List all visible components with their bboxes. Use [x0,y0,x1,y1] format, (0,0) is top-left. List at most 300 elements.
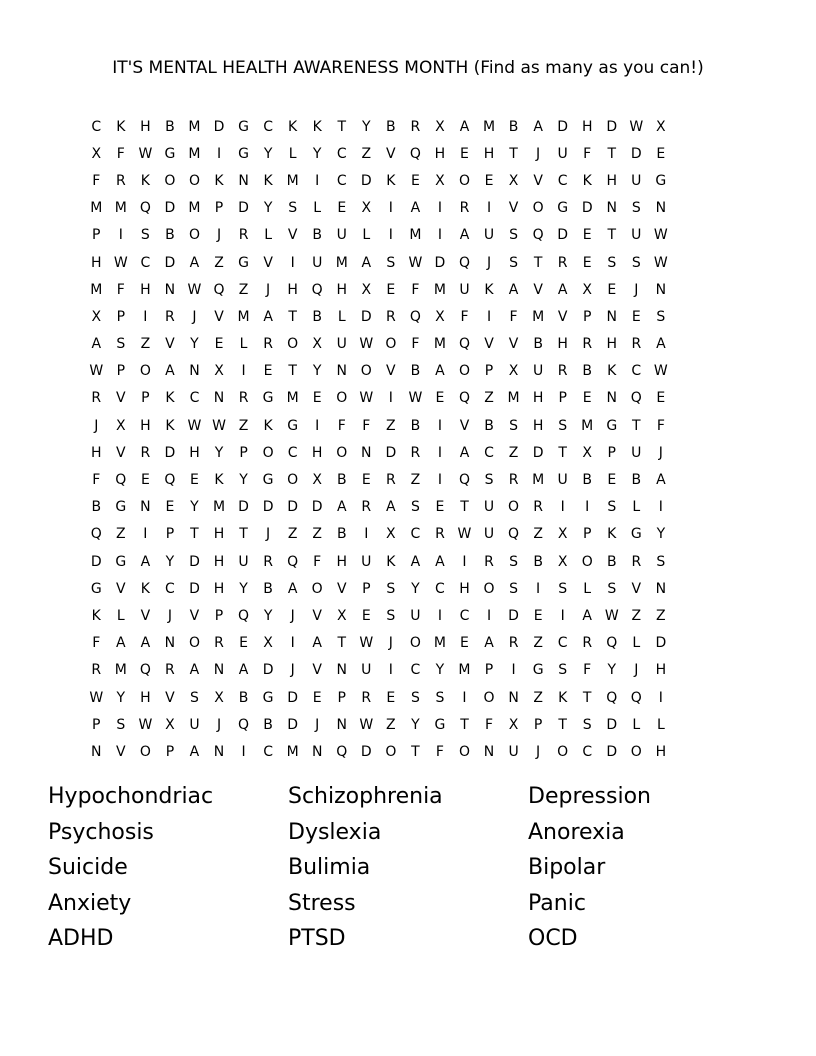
grid-letter: V [214,308,224,325]
grid-letter: O [557,743,569,760]
grid-letter: N [189,363,200,380]
grid-letter: Z [656,607,666,624]
grid-letter: R [238,227,249,244]
grid-letter: F [116,145,125,162]
grid-letter: K [116,118,126,135]
grid-letter: E [239,635,248,652]
grid-letter: V [287,227,298,244]
grid-letter: G [238,145,249,162]
grid-letter: V [508,200,519,217]
grid-letter: C [459,607,470,624]
grid-letter: V [557,308,568,325]
grid-letter: T [558,716,567,733]
grid-letter: D [655,635,667,652]
grid-row [84,738,732,765]
grid-letter: X [508,716,519,733]
grid-letter: B [165,118,175,135]
grid-letter: A [116,635,126,652]
grid-letter: X [508,363,519,380]
grid-letter: M [458,662,471,679]
grid-letter: B [410,417,421,434]
grid-letter: V [116,743,126,760]
grid-letter: F [656,417,665,434]
grid-letter: A [189,743,200,760]
grid-letter: W [457,526,472,543]
grid-letter: E [582,390,592,407]
grid-letter: E [361,472,371,489]
grid-letter: D [164,254,176,271]
grid-letter: E [435,390,445,407]
grid-letter: O [630,743,642,760]
grid-letter: V [336,580,347,597]
grid-letter: I [388,227,393,244]
grid-letter: L [632,716,641,733]
grid-letter: Q [238,716,250,733]
grid-letter: G [262,390,274,407]
word-list-item: Hypochondriac [48,784,214,809]
grid-letter: Z [508,444,519,461]
grid-letter: W [653,254,668,271]
grid-letter: W [359,336,374,353]
grid-letter: R [459,200,470,217]
grid-letter: N [238,172,249,189]
grid-letter: D [164,444,176,461]
grid-letter: R [557,254,568,271]
grid-letter: D [606,118,618,135]
grid-letter: I [241,363,246,380]
grid-letter: D [606,743,618,760]
grid-letter: A [386,499,396,516]
grid-letter: D [532,444,544,461]
grid-letter: M [433,336,446,353]
grid-letter: X [312,472,322,489]
grid-letter: W [359,635,374,652]
grid-letter: Z [238,281,249,298]
grid-letter: M [335,254,348,271]
grid-letter: D [262,499,274,516]
page-title: IT'S MENTAL HEALTH AWARENESS MONTH (Find as many as you can!) [112,58,704,78]
grid-letter: R [533,499,543,516]
grid-letter: R [508,472,519,489]
grid-letter: D [90,553,102,570]
grid-letter: F [92,472,101,489]
grid-letter: G [434,716,446,733]
grid-row [84,249,732,276]
grid-letter: M [188,118,201,135]
grid-letter: U [631,227,642,244]
grid-letter: M [90,281,103,298]
grid-letter: M [433,635,446,652]
grid-letter: H [532,390,544,407]
grid-letter: G [238,118,249,135]
grid-letter: F [313,553,322,570]
grid-letter: F [509,308,518,325]
grid-letter: J [94,417,99,434]
grid-letter: E [607,472,617,489]
grid-letter: E [263,363,273,380]
grid-letter: I [560,607,565,624]
grid-letter: F [411,336,420,353]
grid-letter: M [212,499,226,516]
grid-letter: A [656,472,666,489]
grid-letter: W [89,689,104,706]
grid-letter: F [460,308,469,325]
grid-letter: M [114,200,127,217]
grid-letter: J [315,716,320,733]
grid-letter: C [484,444,494,461]
grid-letter: N [140,499,151,516]
grid-letter: J [216,716,222,733]
grid-letter: X [435,172,445,189]
grid-letter: H [213,526,225,543]
grid-letter: I [437,444,442,461]
word-list-item: Suicide [48,855,128,880]
grid-row [84,358,732,385]
grid-letter: R [410,118,421,135]
grid-letter: Q [139,662,151,679]
grid-letter: D [311,499,323,516]
grid-letter: E [214,336,224,353]
grid-letter: L [288,145,297,162]
grid-letter: X [91,145,102,162]
grid-letter: A [557,281,568,298]
grid-letter: C [410,526,421,543]
grid-letter: O [532,200,544,217]
grid-letter: X [361,200,372,217]
grid-letter: H [336,281,347,298]
grid-letter: I [437,472,442,489]
grid-letter: H [287,281,298,298]
grid-letter: D [238,200,249,217]
grid-letter: J [388,635,393,652]
grid-letter: A [263,308,273,325]
grid-letter: U [557,145,568,162]
grid-letter: X [557,553,568,570]
grid-letter: H [140,417,151,434]
grid-letter: X [312,336,322,353]
grid-letter: I [241,743,246,760]
grid-letter: Y [312,145,322,162]
grid-letter: G [262,689,274,706]
grid-letter: Y [263,145,273,162]
grid-letter: M [532,472,545,489]
grid-letter: I [388,390,393,407]
grid-letter: V [312,662,322,679]
grid-letter: P [165,743,175,760]
grid-letter: N [213,662,225,679]
grid-letter: F [435,743,444,760]
grid-letter: E [582,254,592,271]
grid-letter: N [655,580,667,597]
grid-letter: U [361,662,372,679]
grid-letter: M [581,417,594,434]
grid-letter: Q [458,336,470,353]
grid-letter: Q [287,553,299,570]
grid-letter: W [138,145,153,162]
grid-letter: A [459,227,470,244]
grid-letter: K [263,172,273,189]
grid-letter: N [336,363,347,380]
grid-letter: I [437,200,442,217]
grid-letter: W [408,254,423,271]
grid-letter: B [533,553,543,570]
grid-row [84,167,732,194]
grid-row [84,331,732,358]
grid-letter: E [533,607,543,624]
grid-letter: S [656,308,666,325]
grid-letter: C [557,172,568,189]
grid-letter: B [312,227,322,244]
grid-letter: N [91,743,102,760]
grid-letter: L [313,200,322,217]
grid-letter: P [214,607,224,624]
grid-letter: K [484,281,494,298]
grid-letter: Q [115,472,127,489]
grid-letter: L [632,635,641,652]
grid-letter: Y [411,716,420,733]
grid-letter: Z [140,336,151,353]
grid-letter: U [189,716,200,733]
grid-letter: Q [213,281,225,298]
grid-letter: J [266,526,271,543]
grid-letter: N [311,743,323,760]
grid-letter: W [359,716,374,733]
grid-letter: D [630,145,642,162]
grid-letter: A [140,553,151,570]
grid-letter: B [386,118,396,135]
grid-letter: U [508,743,519,760]
grid-letter: L [632,499,641,516]
grid-letter: D [360,308,372,325]
grid-letter: R [91,662,102,679]
grid-letter: Z [116,526,126,543]
grid-letter: I [315,172,320,189]
grid-letter: N [655,281,667,298]
grid-letter: U [238,553,249,570]
grid-letter: I [658,499,663,516]
grid-letter: K [214,172,224,189]
grid-letter: J [167,607,172,624]
grid-letter: Q [508,526,520,543]
grid-letter: O [483,689,495,706]
grid-letter: B [410,363,421,380]
grid-letter: S [386,607,396,624]
grid-letter: K [91,607,101,624]
grid-letter: H [189,444,200,461]
grid-letter: P [92,227,101,244]
grid-letter: U [459,281,470,298]
grid-letter: X [508,172,519,189]
grid-letter: N [606,200,617,217]
grid-letter: V [459,417,470,434]
grid-letter: Q [458,254,470,271]
grid-letter: V [140,607,151,624]
grid-letter: Q [532,227,544,244]
grid-letter: Y [116,689,126,706]
grid-letter: C [263,743,273,760]
grid-letter: D [360,172,372,189]
grid-letter: O [458,363,470,380]
grid-row [84,684,732,711]
grid-letter: N [336,716,347,733]
grid-letter: K [165,390,175,407]
grid-letter: H [213,580,225,597]
grid-letter: I [536,580,541,597]
grid-letter: T [190,526,199,543]
grid-letter: V [631,580,642,597]
grid-letter: B [312,308,322,325]
grid-letter: Z [533,635,543,652]
grid-letter: U [483,526,495,543]
grid-letter: O [262,444,274,461]
word-list [48,779,768,957]
grid-letter: E [582,227,592,244]
grid-letter: E [435,499,445,516]
grid-letter: H [606,336,618,353]
grid-letter: C [140,254,151,271]
grid-letter: A [435,363,445,380]
grid-letter: L [264,227,272,244]
grid-letter: F [583,145,592,162]
grid-row [84,521,732,548]
grid-letter: C [91,118,102,135]
grid-letter: T [460,499,469,516]
grid-letter: Q [458,472,470,489]
grid-letter: S [631,200,641,217]
grid-letter: D [360,743,372,760]
grid-letter: I [486,200,492,217]
grid-letter: S [509,417,519,434]
grid-letter: E [190,472,199,489]
grid-letter: X [361,281,372,298]
grid-letter: O [287,336,299,353]
grid-letter: F [411,281,420,298]
grid-letter: C [336,145,347,162]
grid-letter: Y [362,118,371,135]
grid-letter: S [509,254,519,271]
grid-letter: M [114,662,127,679]
grid-letter: U [557,472,568,489]
grid-letter: D [287,499,299,516]
grid-letter: A [361,254,372,271]
grid-row [84,303,732,330]
grid-letter: A [533,118,543,135]
grid-letter: J [634,281,639,298]
grid-letter: O [385,336,397,353]
grid-letter: J [658,444,663,461]
grid-letter: I [437,607,442,624]
grid-letter: O [287,472,299,489]
grid-letter: X [557,526,568,543]
grid-letter: H [140,281,151,298]
grid-letter: D [557,118,569,135]
grid-letter: S [116,716,126,733]
grid-letter: P [214,200,224,217]
grid-letter: C [435,580,445,597]
grid-letter: I [658,689,663,706]
grid-letter: V [312,607,322,624]
grid-row [84,630,732,657]
grid-letter: M [286,743,299,760]
grid-letter: A [459,118,470,135]
grid-letter: I [388,662,393,679]
grid-letter: O [336,444,348,461]
grid-letter: R [410,444,421,461]
grid-letter: U [336,336,347,353]
grid-letter: T [337,118,347,135]
grid-letter: P [165,526,175,543]
grid-letter: I [118,227,123,244]
grid-letter: D [508,607,519,624]
grid-letter: A [410,553,421,570]
grid-letter: I [143,526,148,543]
grid-letter: Y [165,553,175,570]
grid-letter: R [165,308,175,325]
grid-letter: A [484,635,494,652]
grid-letter: C [410,662,421,679]
grid-letter: R [631,553,642,570]
grid-letter: E [312,689,322,706]
grid-letter: O [458,172,470,189]
grid-letter: B [582,472,593,489]
grid-row [84,140,732,167]
grid-letter: A [91,336,102,353]
grid-letter: D [262,662,274,679]
grid-letter: V [263,254,273,271]
grid-letter: U [532,363,544,380]
grid-letter: I [290,254,295,271]
grid-letter: J [266,281,271,298]
grid-letter: S [509,553,519,570]
grid-letter: O [581,553,593,570]
grid-letter: H [336,553,347,570]
grid-letter: B [263,716,273,733]
grid-letter: E [460,635,469,652]
grid-letter: Y [263,607,273,624]
grid-letter: I [437,227,442,244]
grid-letter: F [337,417,346,434]
grid-letter: C [287,444,298,461]
grid-letter: H [434,145,446,162]
grid-letter: W [89,363,104,380]
grid-letter: B [336,526,347,543]
grid-letter: B [91,499,102,516]
grid-letter: S [410,499,420,516]
grid-letter: X [435,118,445,135]
grid-letter: B [238,689,249,706]
grid-letter: V [386,145,396,162]
grid-letter: Q [630,390,642,407]
grid-letter: A [459,444,470,461]
grid-letter: G [287,417,299,434]
grid-letter: X [582,281,592,298]
grid-row [84,276,732,303]
grid-letter: Q [164,472,176,489]
grid-letter: E [460,145,469,162]
grid-letter: W [212,417,226,434]
grid-letter: I [560,499,565,516]
grid-letter: O [458,743,470,760]
grid-letter: X [116,417,126,434]
grid-letter: L [239,336,248,353]
grid-letter: S [607,254,617,271]
grid-letter: R [435,526,445,543]
grid-letter: J [536,145,541,162]
grid-letter: K [165,417,175,434]
grid-letter: M [532,308,545,325]
grid-letter: V [116,580,126,597]
grid-letter: L [362,227,371,244]
